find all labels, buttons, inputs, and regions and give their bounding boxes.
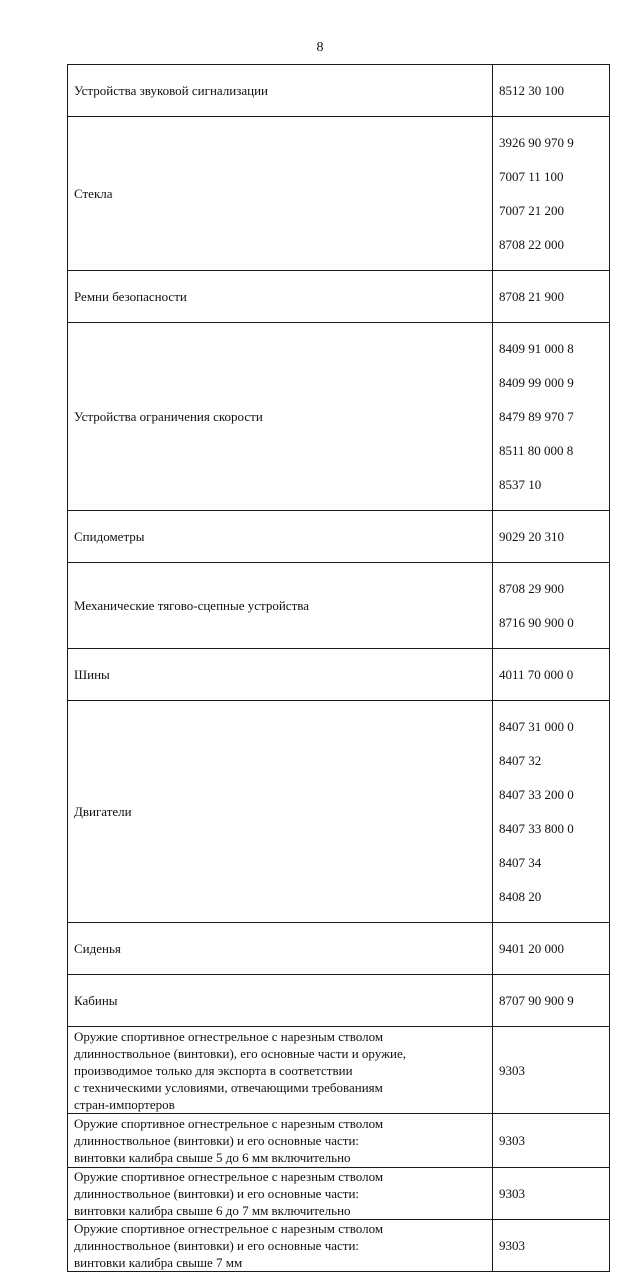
tn-ved-code: 3926 90 970 9 [499, 135, 574, 150]
tn-ved-code: 8408 20 [499, 889, 542, 904]
table-row [68, 563, 610, 649]
item-name: Сиденья [68, 923, 493, 975]
item-name: Оружие спортивное огнестрельное с нарезным стволом длинноствольное (винтовки) и его основные части: винтовки калибра свыше 6 до 7 мм включительно [68, 1168, 493, 1220]
table-row [68, 649, 610, 701]
table-row [68, 65, 610, 117]
item-codes [493, 1027, 610, 1114]
page-number: 8 [316, 40, 324, 55]
item-name: Стекла [68, 117, 493, 271]
tn-ved-code: 8479 89 970 7 [499, 409, 574, 424]
tn-ved-code: 9303 [499, 1133, 525, 1148]
tn-ved-code: 8407 33 200 0 [499, 787, 574, 802]
table-row [68, 701, 610, 923]
tn-ved-code: 8707 90 900 9 [499, 993, 574, 1008]
table-row [68, 323, 610, 511]
tn-ved-code: 9303 [499, 1238, 525, 1253]
tn-ved-code: 4011 70 000 0 [499, 667, 574, 682]
table-row [68, 923, 610, 975]
item-name: Спидометры [68, 511, 493, 563]
item-name: Оружие спортивное огнестрельное с нарезным стволом длинноствольное (винтовки) и его основные части: винтовки калибра свыше 7 мм [68, 1220, 493, 1272]
item-name: Кабины [68, 975, 493, 1027]
item-codes [493, 511, 610, 563]
item-codes [493, 649, 610, 701]
tn-ved-code: 8407 33 800 0 [499, 821, 574, 836]
item-codes [493, 701, 610, 923]
item-codes [493, 1114, 610, 1168]
tn-ved-code: 9303 [499, 1186, 525, 1201]
table-row [68, 1168, 610, 1220]
tn-ved-code: 8537 10 [499, 477, 542, 492]
tn-ved-code: 8409 91 000 8 [499, 341, 574, 356]
tn-ved-code: 8708 29 900 [499, 581, 564, 596]
goods-codes-table [67, 64, 610, 1272]
table-row [68, 1114, 610, 1168]
tn-ved-code: 7007 11 100 [499, 169, 564, 184]
item-codes [493, 563, 610, 649]
table-row [68, 1220, 610, 1272]
tn-ved-code: 8716 90 900 0 [499, 615, 574, 630]
tn-ved-code: 7007 21 200 [499, 203, 564, 218]
tn-ved-code: 8708 21 900 [499, 289, 564, 304]
tn-ved-code: 8512 30 100 [499, 83, 564, 98]
item-name: Шины [68, 649, 493, 701]
item-codes [493, 323, 610, 511]
tn-ved-code: 9401 20 000 [499, 941, 564, 956]
table-row [68, 271, 610, 323]
tn-ved-code: 8511 80 000 8 [499, 443, 574, 458]
tn-ved-code: 8409 99 000 9 [499, 375, 574, 390]
item-name: Устройства ограничения скорости [68, 323, 493, 511]
tn-ved-code: 8407 32 [499, 753, 542, 768]
item-name: Ремни безопасности [68, 271, 493, 323]
item-codes [493, 117, 610, 271]
table-row [68, 117, 610, 271]
item-codes [493, 923, 610, 975]
tn-ved-code: 9029 20 310 [499, 529, 564, 544]
tn-ved-code: 8708 22 000 [499, 237, 564, 252]
item-codes [493, 975, 610, 1027]
item-name: Механические тягово-сцепные устройства [68, 563, 493, 649]
item-name: Оружие спортивное огнестрельное с нарезным стволом длинноствольное (винтовки), его основные части и оружие, производимое только для экспорта в соответствии с техническими условиями, отвечающими требованиям стран-импортеров [68, 1027, 493, 1114]
item-name: Устройства звуковой сигнализации [68, 65, 493, 117]
item-codes [493, 1168, 610, 1220]
table-row [68, 511, 610, 563]
tn-ved-code: 8407 31 000 0 [499, 719, 574, 734]
table-row [68, 1027, 610, 1114]
table-row [68, 975, 610, 1027]
item-name: Двигатели [68, 701, 493, 923]
item-codes [493, 271, 610, 323]
item-name: Оружие спортивное огнестрельное с нарезным стволом длинноствольное (винтовки) и его основные части: винтовки калибра свыше 5 до 6 мм включительно [68, 1114, 493, 1168]
item-codes [493, 1220, 610, 1272]
tn-ved-code: 9303 [499, 1062, 525, 1078]
tn-ved-code: 8407 34 [499, 855, 542, 870]
item-codes [493, 65, 610, 117]
